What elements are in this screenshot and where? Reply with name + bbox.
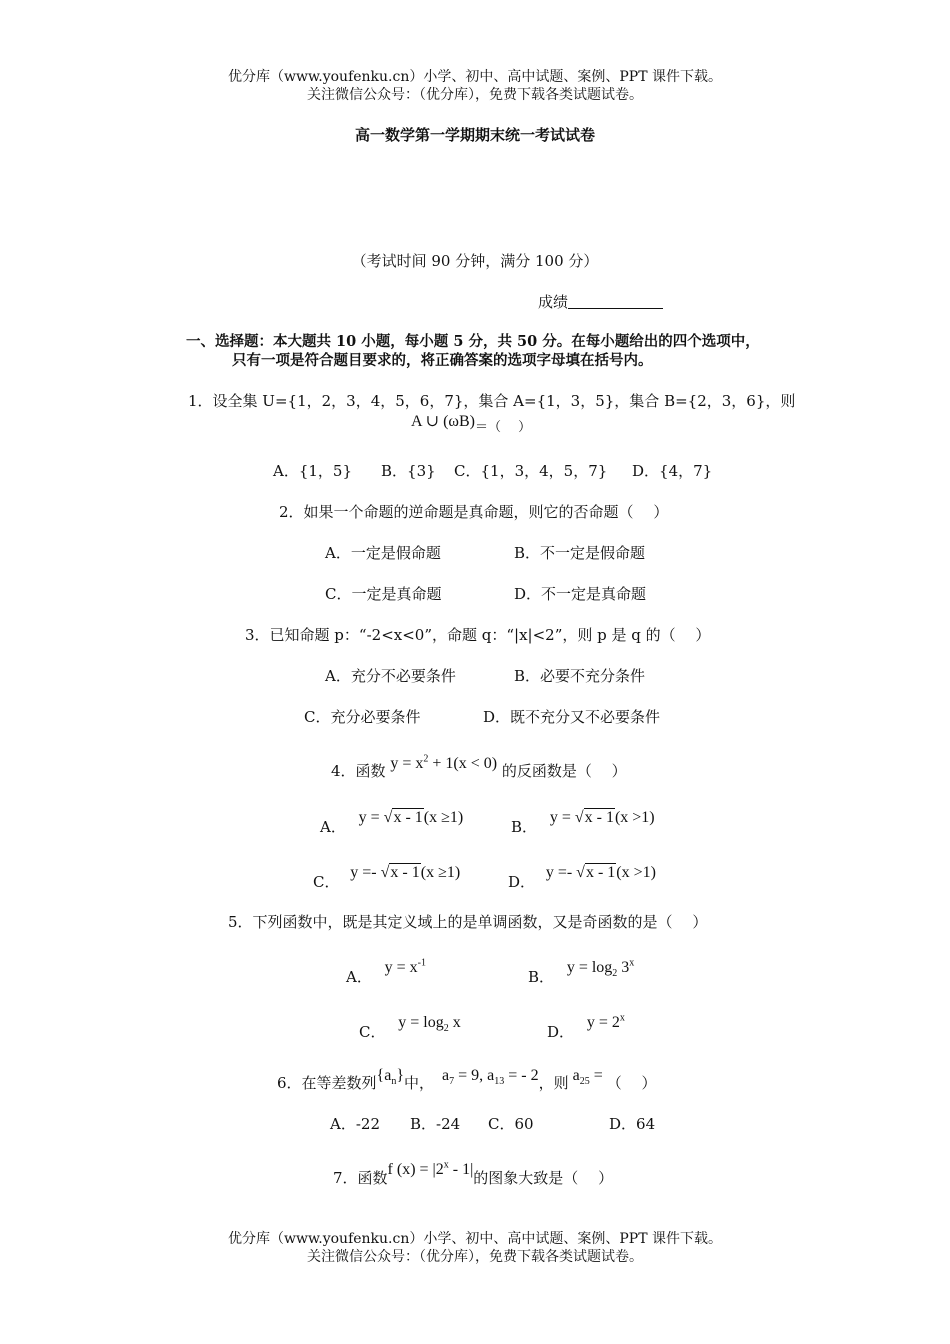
q4-option-b	[511, 806, 655, 836]
q1-suffix: ＝（ ）	[474, 420, 532, 435]
section-heading-line-2: 只有一项是符合题目要求的，将正确答案的选项字母填在括号内。	[232, 352, 653, 369]
footer-line-2: 关注微信公众号：（优分库），免费下载各类试题试卷。	[307, 1249, 643, 1265]
q4-b-label: B．	[511, 818, 538, 836]
exam-title: 高一数学第一学期期末统一考试试卷	[354, 126, 595, 144]
q5-stem: 5．下列函数中，既是其定义域上的是单调函数，又是奇函数的是（ ）	[228, 913, 708, 931]
q3-option-c: C．充分必要条件	[304, 708, 421, 726]
q1-expression	[411, 411, 532, 435]
score-blank	[568, 294, 663, 309]
q2-option-c: C．一定是真命题	[325, 585, 442, 603]
q1-stem: 1．设全集 U={1，2，3，4，5，6，7}，集合 A={1，3，5}，集合 B={2，3，6}，则	[188, 392, 796, 410]
q5-b-label: B．	[528, 968, 555, 986]
q5-c-expr: $y = \log_2 x$	[398, 1014, 461, 1035]
q5-a-label: A．	[346, 968, 372, 986]
q7-suffix: 的图象大致是（ ）	[473, 1169, 614, 1187]
q2-option-a: A．一定是假命题	[325, 544, 441, 562]
q3-option-d: D．既不充分又不必要条件	[483, 708, 661, 726]
q4-option-c	[313, 861, 461, 891]
q1-option-d: D．{4，7}	[632, 462, 713, 480]
q6-option-d: D．64	[609, 1115, 656, 1133]
q6-mid: 中，	[404, 1074, 435, 1092]
q4-prefix: 4．函数	[331, 762, 386, 780]
q5-option-a	[346, 956, 426, 986]
exam-info: （考试时间 90 分钟，满分 100 分）	[351, 252, 599, 270]
q2-option-b: B．不一定是假命题	[514, 544, 646, 562]
q4-d-label: D．	[508, 873, 536, 891]
q4-function: $y = x^2 + 1(x < 0)$	[390, 753, 498, 772]
q6-sequence: $\{a_n\}$	[376, 1067, 405, 1088]
q7-function: f $(x) = |2^x - 1|$	[387, 1159, 474, 1178]
q5-a-expr: $y = x^{-1}$	[384, 957, 426, 976]
q3-stem: 3．已知命题 p：“-2<x<0”，命题 q：“|x|<2”，则 p 是 q 的（ ）	[245, 626, 711, 644]
q5-c-label: C．	[359, 1023, 386, 1041]
q1-option-c: C．{1，3，4，5，7}	[454, 462, 608, 480]
q5-option-d	[547, 1011, 625, 1041]
q6-option-a: A．-22	[330, 1115, 380, 1133]
q6-option-b: B．-24	[410, 1115, 461, 1133]
q4-d-expr: y =- √x - 1(x >1)	[545, 864, 656, 881]
q5-option-c	[359, 1011, 461, 1041]
q4-option-d	[508, 861, 656, 891]
q4-stem	[331, 752, 627, 780]
q4-a-label: A．	[320, 818, 346, 836]
q6-option-c: C．60	[488, 1115, 534, 1133]
q6-given-terms: $a_7 = 9$, $a_{13}$ = - 2	[442, 1067, 539, 1088]
q7-stem	[333, 1158, 614, 1187]
q5-b-expr: $y = \log_2 3^x$	[566, 957, 635, 980]
section-heading-line-1: 一、选择题：本大题共 10 小题，每小题 5 分，共 50 分。在每小题给出的四个选项中，	[186, 333, 760, 350]
q3-option-a: A．充分不必要条件	[325, 667, 456, 685]
q1-option-b: B．{3}	[381, 462, 436, 480]
q4-suffix: 的反函数是（ ）	[501, 762, 627, 780]
score-field	[538, 291, 663, 312]
q6-suffix: ，则	[538, 1074, 569, 1092]
q5-option-b	[528, 956, 635, 986]
header-line-2: 关注微信公众号：（优分库），免费下载各类试题试卷。	[307, 87, 643, 103]
q1-option-a: A．{1，5}	[273, 462, 353, 480]
q3-option-b: B．必要不充分条件	[514, 667, 646, 685]
q4-a-expr: y = √x - 1(x ≥1)	[358, 809, 464, 826]
q4-option-a	[320, 806, 464, 836]
q4-c-label: C．	[313, 873, 340, 891]
q6-prefix: 6．在等差数列	[277, 1074, 377, 1092]
q5-d-expr: $y = 2^x$	[586, 1012, 625, 1031]
score-label: 成绩	[538, 293, 569, 311]
header-line-1: 优分库（www.youfenku.cn）小学、初中、高中试题、案例、PPT 课件下载。	[227, 69, 722, 85]
q4-b-expr: y = √x - 1(x >1)	[549, 809, 655, 826]
q5-d-label: D．	[547, 1023, 575, 1041]
q7-prefix: 7．函数	[333, 1169, 388, 1187]
q6-stem	[277, 1064, 657, 1092]
q4-c-expr: y =- √x - 1(x ≥1)	[350, 864, 461, 881]
footer-line-1: 优分库（www.youfenku.cn）小学、初中、高中试题、案例、PPT 课件下载。	[227, 1231, 722, 1247]
q1-set-expression: A ∪ (ωB)	[411, 413, 475, 430]
q2-option-d: D．不一定是真命题	[514, 585, 647, 603]
q6-target-term: $a_{25}$ =	[568, 1067, 607, 1088]
q6-end: （ ）	[606, 1074, 657, 1092]
q2-stem: 2．如果一个命题的逆命题是真命题，则它的否命题（ ）	[279, 503, 669, 521]
